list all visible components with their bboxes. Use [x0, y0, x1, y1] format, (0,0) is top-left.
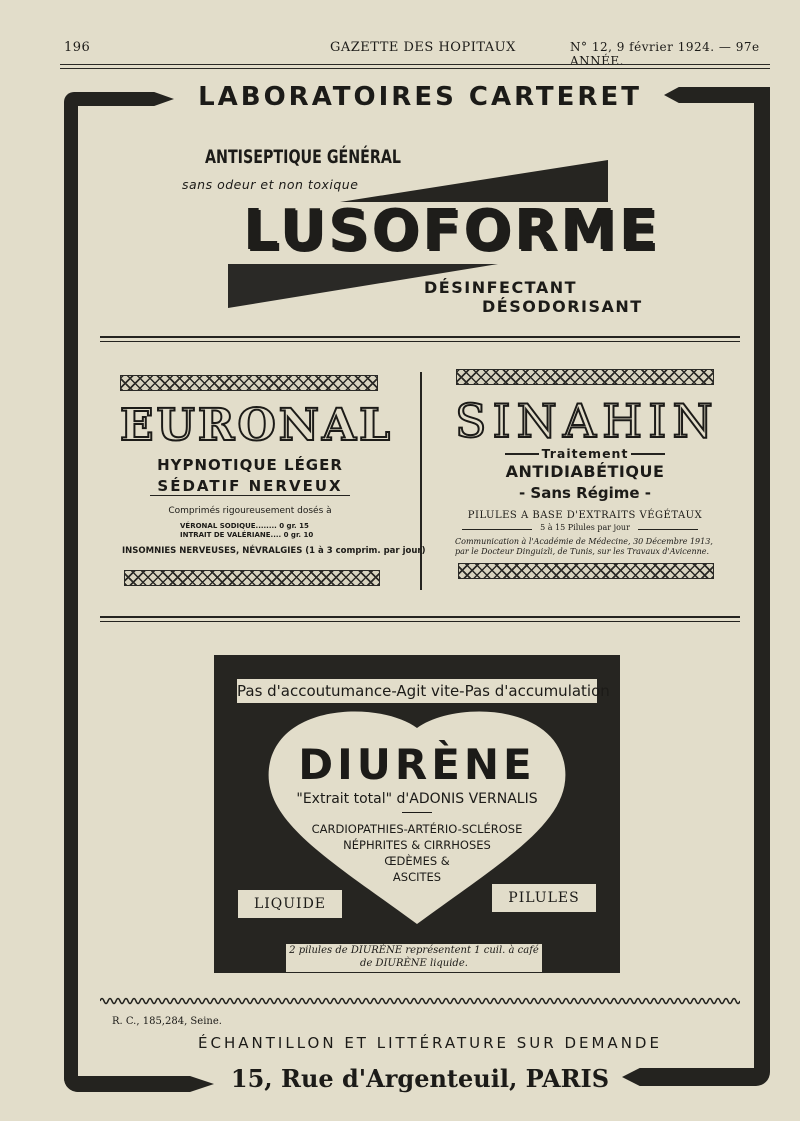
euronal-name: EURONAL — [120, 400, 394, 451]
frame-top-left-pencil — [64, 92, 174, 106]
euronal-dose-note: Comprimés rigoureusement dosés à — [168, 506, 332, 516]
company-title: LABORATOIRES CARTERET — [198, 82, 642, 112]
diurene-name: DIURÈNE — [298, 740, 536, 789]
section-rule-2-thin — [100, 621, 740, 622]
sinahin-no-diet: - Sans Régime - — [518, 484, 652, 502]
euronal-indications: INSOMNIES NERVEUSES, NÉVRALGIES (1 à 3 comprim. par jour) — [122, 546, 426, 556]
diurene-indication-2: NÉPHRITES & CIRRHOSES — [343, 838, 491, 852]
sinahin-ornament-bottom — [458, 563, 714, 579]
section-rule-thin — [100, 341, 740, 342]
page-number: 196 — [64, 40, 91, 55]
sinahin-dash-right — [631, 453, 665, 455]
euronal-underline — [150, 495, 350, 496]
sinahin-ornament-top — [456, 369, 714, 385]
column-divider — [420, 372, 422, 590]
sinahin-communication-2: par le Docteur Dinguizli, de Tunis, sur les Travaux d'Avicenne. — [455, 547, 710, 556]
header-rule-thin — [60, 68, 770, 69]
frame-bottom-left-pencil — [64, 1076, 214, 1092]
issue-info: N° 12, 9 février 1924. — 97e ANNÉE. — [570, 40, 760, 68]
header-rule — [60, 64, 770, 65]
lusoforme-property-1: DÉSINFECTANT — [424, 278, 578, 297]
diurene-footnote — [286, 944, 542, 972]
diurene-indication-1: CARDIOPATHIES-ARTÉRIO-SCLÉROSE — [311, 822, 523, 836]
sinahin-pills: PILULES A BASE D'EXTRAITS VÉGÉTAUX — [467, 510, 703, 521]
registry-note: R. C., 185,284, Seine. — [112, 1016, 222, 1027]
diurene-indication-4: ASCITES — [392, 870, 442, 884]
sinahin-dose-rule-right — [638, 529, 698, 530]
euronal-formula-1: VÉRONAL SODIQUE........ 0 gr. 15 — [180, 522, 309, 530]
journal-title: GAZETTE DES HOPITAUX — [330, 40, 516, 55]
section-rule-2 — [100, 616, 740, 618]
sinahin-dose: 5 à 15 Pilules par jour — [540, 523, 630, 532]
frame-right-bar — [754, 88, 770, 1083]
diurene-liquid-label: LIQUIDE — [238, 890, 342, 918]
samples-line: ÉCHANTILLON ET LITTÉRATURE SUR DEMANDE — [198, 1034, 662, 1052]
euronal-formula-2: INTRAIT DE VALÉRIANE.... 0 gr. 10 — [180, 531, 314, 539]
sinahin-claim: ANTIDIABÉTIQUE — [505, 462, 665, 481]
frame-left-bar — [64, 92, 78, 1092]
diurene-underline — [402, 812, 432, 813]
euronal-ornament-top — [120, 375, 378, 391]
frame-bottom-right-pencil — [622, 1068, 770, 1086]
frame-top-right-pencil — [664, 87, 770, 103]
section-rule — [100, 336, 740, 338]
wavy-divider — [100, 996, 740, 1006]
address-line: 15, Rue d'Argenteuil, PARIS — [230, 1064, 610, 1093]
sinahin-communication-1: Communication à l'Académie de Médecine, 30 Décembre 1913, — [455, 537, 713, 546]
sinahin-name: SINAHIN — [455, 394, 719, 448]
diurene-footnote-line-1: 2 pilules de DIURÈNE représentent 1 cuil. à café — [289, 945, 539, 956]
euronal-claim-2: SÉDATIF NERVEUX — [157, 477, 343, 495]
diurene-extract: "Extrait total" d'ADONIS VERNALIS — [296, 791, 538, 807]
diurene-indication-3: ŒDÈMES & — [384, 854, 450, 868]
diurene-footnote-line-2: de DIURÈNE liquide. — [360, 958, 468, 969]
lusoforme-property-2: DÉSODORISANT — [482, 297, 643, 316]
euronal-ornament-bottom — [124, 570, 380, 586]
euronal-claim-1: HYPNOTIQUE LÉGER — [157, 456, 343, 474]
diurene-pills-label: PILULES — [492, 884, 596, 912]
lusoforme-name: LUSOFORME — [243, 198, 661, 263]
diurene-banner: Pas d'accoutumance-Agit vite-Pas d'accumulation — [236, 678, 598, 704]
lusoforme-tagline: sans odeur et non toxique — [182, 177, 359, 192]
lusoforme-category: ANTISEPTIQUE GÉNÉRAL — [205, 146, 401, 168]
sinahin-treatment: Traitement — [541, 446, 629, 461]
